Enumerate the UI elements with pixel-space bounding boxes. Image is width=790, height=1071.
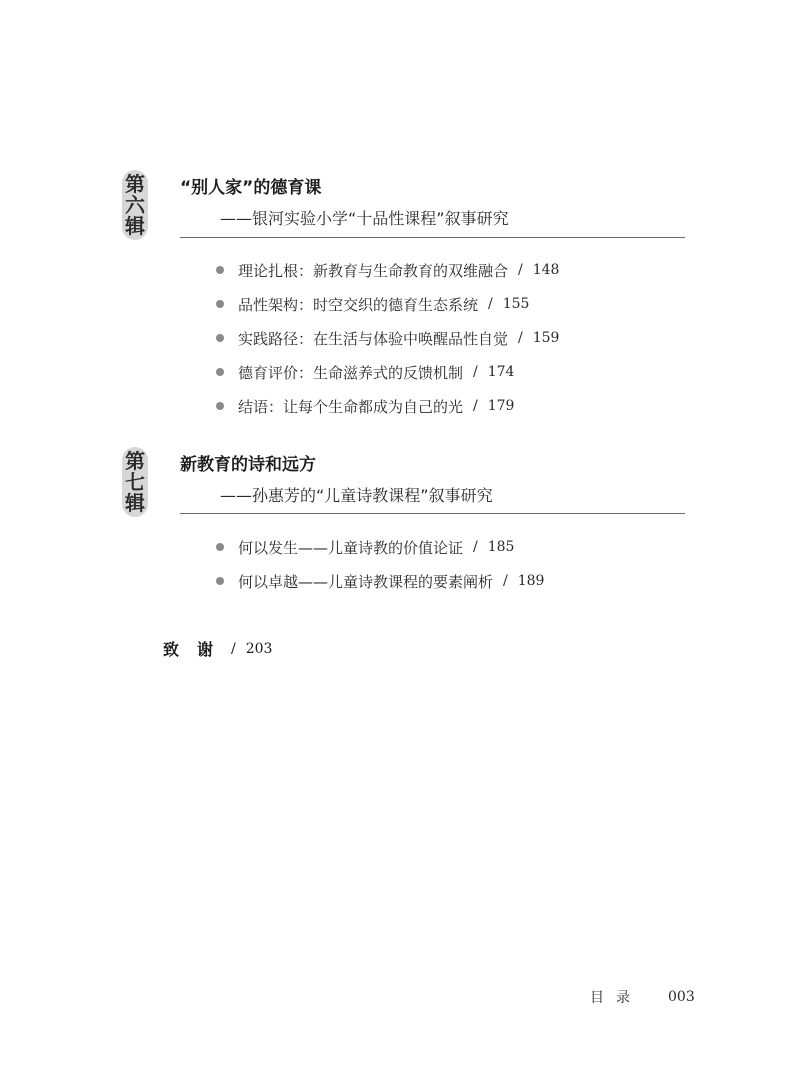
page-separator: / xyxy=(473,539,478,555)
toc-entry-page: 155 xyxy=(502,296,530,312)
page-separator: / xyxy=(473,398,478,414)
section-badge-char: 第 xyxy=(125,172,145,196)
page-separator: / xyxy=(518,262,523,278)
bullet-icon xyxy=(216,402,224,410)
section-title: “别人家”的德育课 xyxy=(180,178,322,198)
section-badge xyxy=(122,170,148,240)
footer-section-label: 目录 xyxy=(590,990,642,1006)
page-separator: / xyxy=(473,364,478,380)
section-subtitle: ——孙惠芳的“儿童诗教课程”叙事研究 xyxy=(220,486,493,505)
toc-entry-title: 品性架构：时空交织的德育生态系统 xyxy=(238,295,479,314)
toc-entry[interactable] xyxy=(216,287,559,321)
acknowledgement-label: 致谢 xyxy=(163,640,232,659)
toc-entry-list xyxy=(216,253,559,423)
bullet-icon xyxy=(216,266,224,274)
section-badge-char: 辑 xyxy=(125,214,145,238)
toc-entry-title: 实践路径：在生活与体验中唤醒品性自觉 xyxy=(238,329,509,348)
page-separator: / xyxy=(488,296,493,312)
toc-entry-page: 148 xyxy=(532,262,560,278)
toc-entry-title: 结语：让每个生命都成为自己的光 xyxy=(238,397,464,416)
toc-entry[interactable] xyxy=(216,355,559,389)
toc-entry-page: 174 xyxy=(487,364,515,380)
toc-entry[interactable] xyxy=(216,253,559,287)
bullet-icon xyxy=(216,300,224,308)
page-separator: / xyxy=(231,640,236,657)
section-divider xyxy=(180,237,685,238)
toc-entry-title: 何以发生——儿童诗教的价值论证 xyxy=(238,538,464,557)
page-separator: / xyxy=(518,330,523,346)
acknowledgement-page: 203 xyxy=(245,640,273,657)
toc-entry[interactable] xyxy=(216,321,559,355)
toc-entry-page: 159 xyxy=(532,330,560,346)
toc-entry-page: 179 xyxy=(487,398,515,414)
section-title: 新教育的诗和远方 xyxy=(180,455,316,475)
section-badge-char: 六 xyxy=(125,193,145,217)
bullet-icon xyxy=(216,334,224,342)
acknowledgement-entry[interactable] xyxy=(163,637,272,660)
page-separator: / xyxy=(503,573,508,589)
footer-page-number: 003 xyxy=(668,989,695,1005)
toc-entry-page: 189 xyxy=(517,573,545,589)
bullet-icon xyxy=(216,577,224,585)
toc-entry[interactable] xyxy=(216,389,559,423)
toc-entry[interactable] xyxy=(216,530,544,564)
section-divider xyxy=(180,513,685,514)
section-badge xyxy=(122,447,148,517)
toc-entry-title: 理论扎根：新教育与生命教育的双维融合 xyxy=(238,261,509,280)
toc-entry-title: 德育评价：生命滋养式的反馈机制 xyxy=(238,363,464,382)
toc-entry-list xyxy=(216,530,544,598)
toc-entry[interactable] xyxy=(216,564,544,598)
section-subtitle: ——银河实验小学“十品性课程”叙事研究 xyxy=(220,209,509,228)
section-badge-char: 七 xyxy=(125,470,145,494)
bullet-icon xyxy=(216,368,224,376)
bullet-icon xyxy=(216,543,224,551)
page-footer xyxy=(590,987,695,1007)
toc-entry-title: 何以卓越——儿童诗教课程的要素阐析 xyxy=(238,572,494,591)
section-badge-char: 第 xyxy=(125,449,145,473)
toc-entry-page: 185 xyxy=(487,539,515,555)
section-badge-char: 辑 xyxy=(125,491,145,515)
